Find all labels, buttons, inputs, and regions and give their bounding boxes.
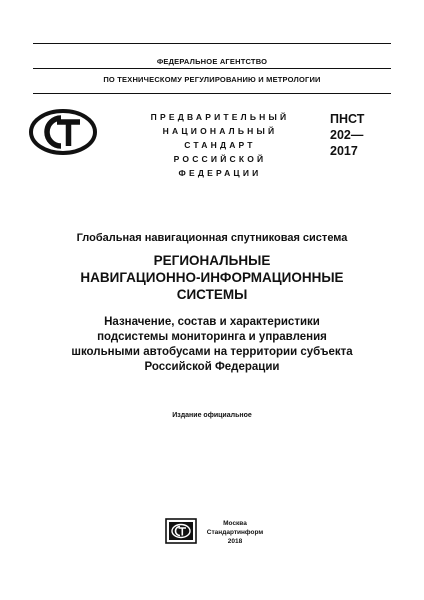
subtitle (20, 315, 404, 375)
agency-name-line2: ПО ТЕХНИЧЕСКОМУ РЕГУЛИРОВАНИЮ И МЕТРОЛОГИИ (103, 75, 321, 84)
edition-label: Издание официальное (172, 412, 252, 419)
top-rule (33, 43, 391, 44)
standard-code-line: 202— (330, 128, 364, 142)
publisher-name: Стандартинформ (206, 529, 264, 536)
standard-type (140, 110, 300, 180)
system-title: Глобальная навигационная спутниковая система (76, 232, 348, 244)
bottom-rule (33, 93, 391, 94)
subtitle-line: Российской Федерации (144, 361, 280, 373)
agency-name-line1: ФЕДЕРАЛЬНОЕ АГЕНТСТВО (156, 57, 268, 66)
standard-type-line: ФЕДЕРАЦИИ (178, 168, 262, 178)
standard-type-line: НАЦИОНАЛЬНЫЙ (162, 126, 278, 136)
main-title (20, 252, 404, 303)
standard-type-line: СТАНДАРТ (184, 140, 256, 150)
standard-code (330, 111, 390, 159)
publisher-info (195, 519, 275, 546)
standard-code-line: 2017 (330, 144, 358, 158)
standartinform-logo-icon (165, 518, 197, 544)
publisher-year: 2018 (227, 538, 243, 545)
main-title-line: СИСТЕМЫ (176, 287, 248, 302)
standard-code-line: ПНСТ (330, 112, 365, 126)
subtitle-line: Назначение, состав и характеристики (104, 316, 320, 328)
subtitle-line: подсистемы мониторинга и управления (97, 331, 327, 343)
publisher-city: Москва (223, 520, 247, 527)
subtitle-line: школьными автобусами на территории субъекта (71, 346, 353, 358)
middle-rule (33, 68, 391, 69)
main-title-line: НАВИГАЦИОННО-ИНФОРМАЦИОННЫЕ (80, 270, 344, 285)
gost-r-emblem-icon (28, 108, 98, 156)
standard-type-line: ПРЕДВАРИТЕЛЬНЫЙ (150, 112, 290, 122)
standard-type-line: РОССИЙСКОЙ (173, 154, 267, 164)
main-title-line: РЕГИОНАЛЬНЫЕ (153, 253, 271, 268)
